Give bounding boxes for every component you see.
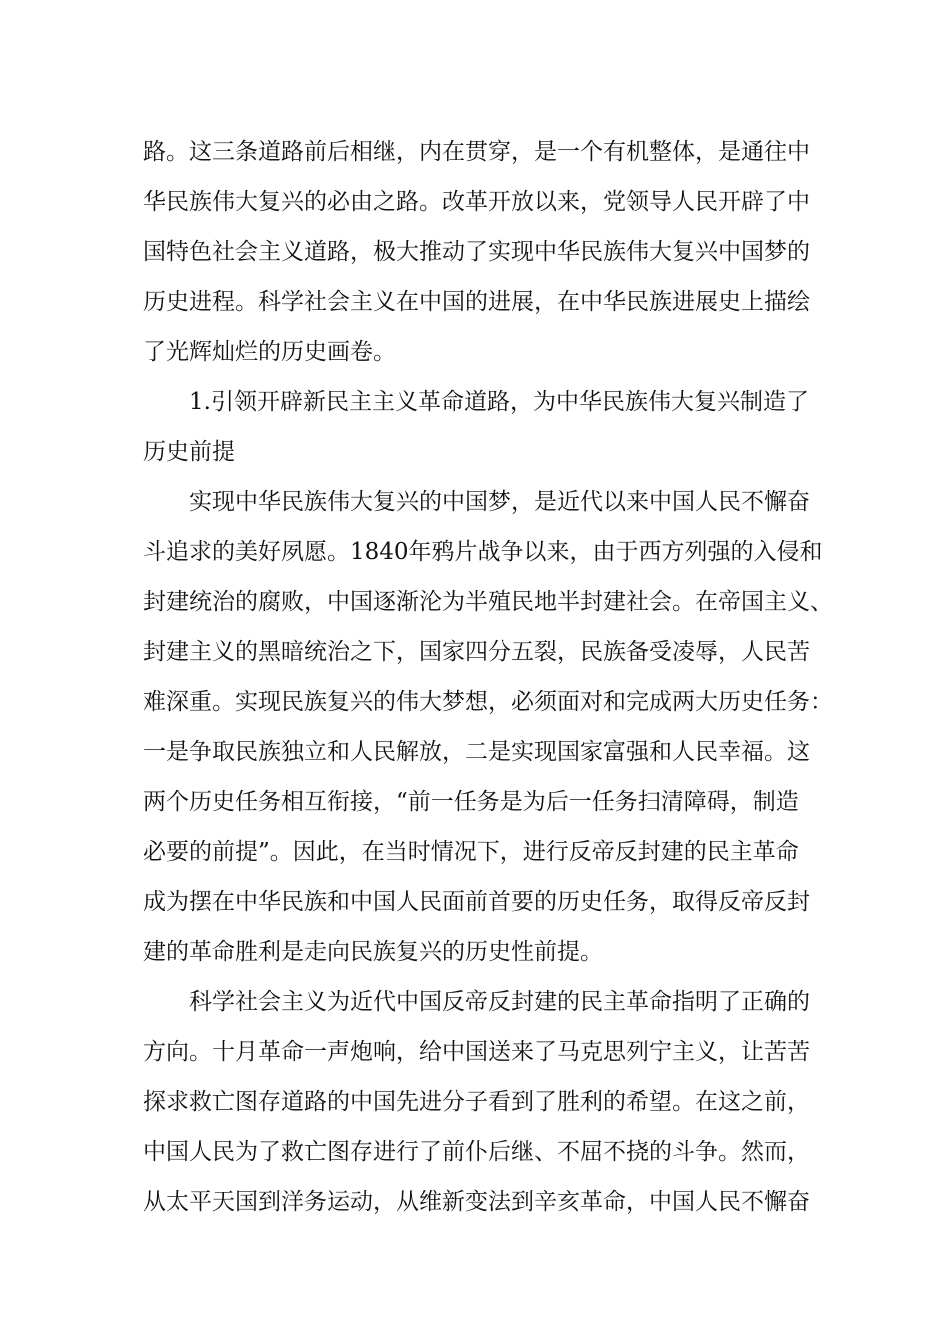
- text-line: 必要的前提”。因此，在当时情况下，进行反帝反封建的民主革命: [143, 839, 799, 865]
- text-line: 封建统治的腐败，中国逐渐沦为半殖民地半封建社会。在帝国主义、: [143, 589, 833, 615]
- text-line: 方向。十月革命一声炮响，给中国送来了马克思列宁主义，让苦苦: [143, 1039, 810, 1065]
- text-line: 难深重。实现民族复兴的伟大梦想，必须面对和完成两大历史任务：: [143, 689, 833, 715]
- text-line: 成为摆在中华民族和中国人民面前首要的历史任务，取得反帝反封: [143, 889, 810, 915]
- text-line: 封建主义的黑暗统治之下，国家四分五裂，民族备受凌辱，人民苦: [143, 639, 810, 665]
- text-line: 历史进程。科学社会主义在中国的进展，在中华民族进展史上描绘: [143, 289, 810, 315]
- paragraph-first-line: 科学社会主义为近代中国反帝反封建的民主革命指明了正确的: [189, 989, 810, 1015]
- text-line: 探求救亡图存道路的中国先进分子看到了胜利的希望。在这之前，: [143, 1089, 810, 1115]
- text-line: 了光辉灿烂的历史画卷。: [143, 339, 396, 365]
- text-line: 从太平天国到洋务运动，从维新变法到辛亥革命，中国人民不懈奋: [143, 1189, 810, 1215]
- text-line: 路。这三条道路前后相继，内在贯穿，是一个有机整体，是通往中: [143, 139, 810, 165]
- text-line: 斗追求的美好夙愿。1840年鸦片战争以来，由于西方列强的入侵和: [143, 539, 823, 565]
- text-line: 建的革命胜利是走向民族复兴的历史性前提。: [143, 939, 603, 965]
- text-line: 国特色社会主义道路，极大推动了实现中华民族伟大复兴中国梦的: [143, 239, 810, 265]
- section-heading: 1.引领开辟新民主主义革命道路，为中华民族伟大复兴制造了: [189, 389, 809, 415]
- text-line: 两个历史任务相互衔接，“前一任务是为后一任务扫清障碍，制造: [143, 789, 799, 815]
- paragraph-first-line: 实现中华民族伟大复兴的中国梦，是近代以来中国人民不懈奋: [189, 489, 810, 515]
- text-line: 一是争取民族独立和人民解放，二是实现国家富强和人民幸福。这: [143, 739, 810, 765]
- text-line: 华民族伟大复兴的必由之路。改革开放以来，党领导人民开辟了中: [143, 189, 810, 215]
- section-heading-continued: 历史前提: [143, 439, 235, 465]
- text-line: 中国人民为了救亡图存进行了前仆后继、不屈不挠的斗争。然而，: [143, 1139, 810, 1165]
